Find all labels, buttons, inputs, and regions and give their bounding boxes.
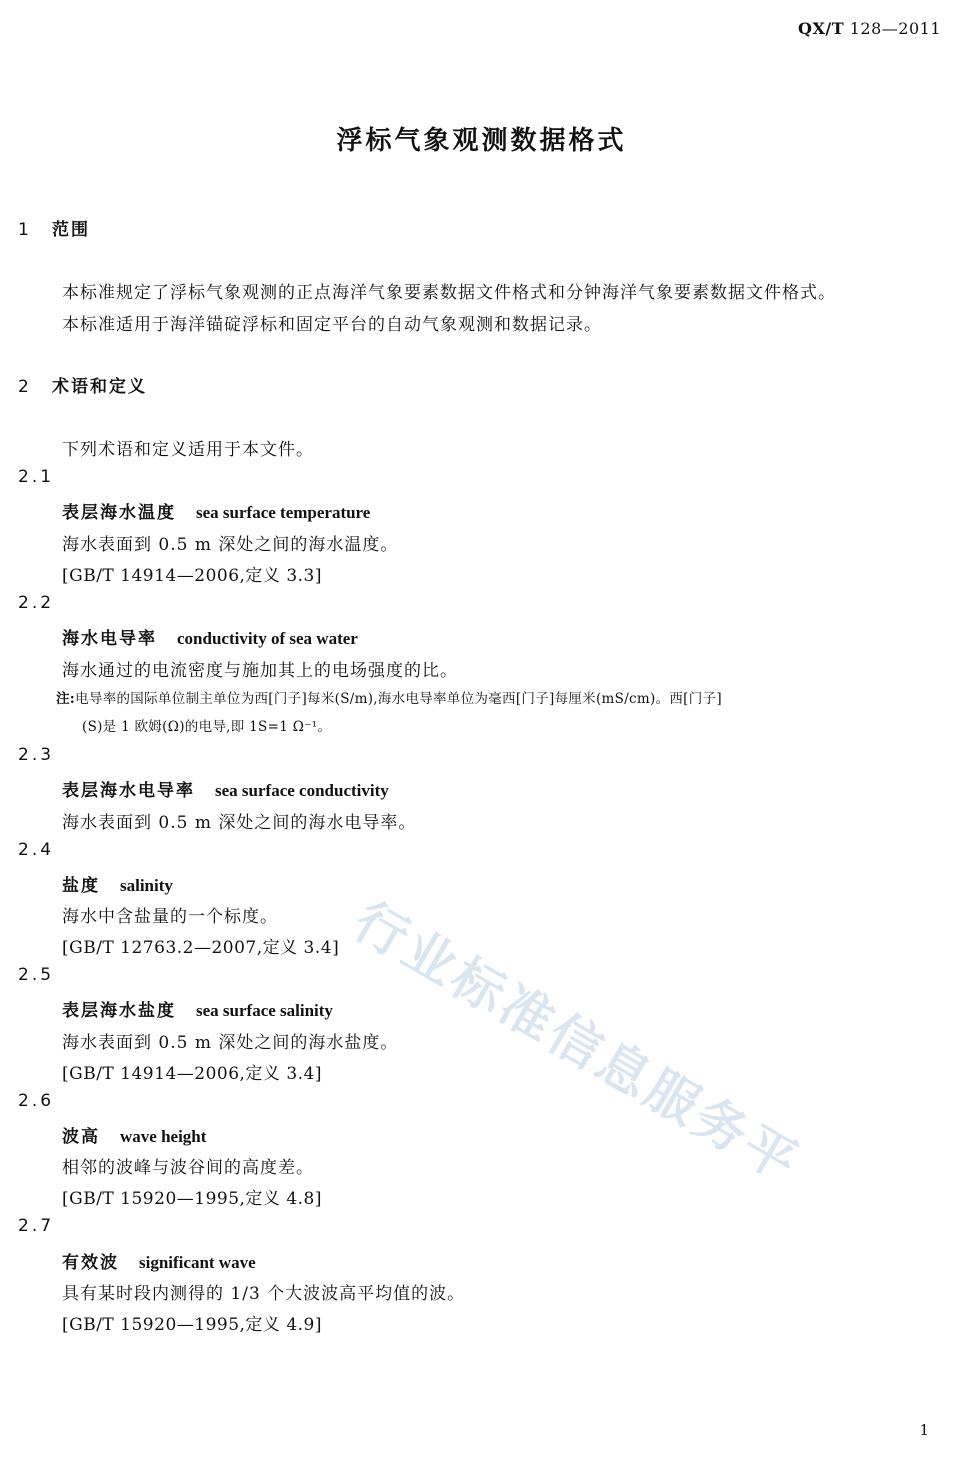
section-title: 范围 — [52, 220, 90, 240]
section-2-heading — [18, 372, 147, 397]
term-en: sea surface salinity — [196, 1001, 333, 1020]
term-number: 2.6 — [18, 1091, 55, 1111]
scope-paragraph-2: 本标准适用于海洋锚碇浮标和固定平台的自动气象观测和数据记录。 — [62, 315, 602, 335]
standard-number: 128—2011 — [849, 19, 941, 38]
term-definition: 海水表面到 0.5 m 深处之间的海水电导率。 — [62, 813, 417, 833]
term-zh: 海水电导率 — [62, 629, 157, 649]
term-zh: 表层海水盐度 — [62, 1001, 176, 1021]
term-zh: 盐度 — [62, 876, 100, 896]
document-code — [798, 19, 941, 38]
note-text: 电导率的国际单位制主单位为西[门子]每米(S/m),海水电导率单位为毫西[门子]每厘米(mS/cm)。西[门子] — [75, 691, 722, 707]
term-definition: 海水中含盐量的一个标度。 — [62, 907, 278, 927]
term-heading — [62, 996, 333, 1021]
page-number: 1 — [919, 1421, 929, 1439]
term-zh: 表层海水温度 — [62, 503, 176, 523]
term-heading — [62, 498, 370, 523]
term-number: 2.3 — [18, 745, 55, 765]
term-en: significant wave — [139, 1253, 256, 1272]
term-heading — [62, 871, 173, 896]
term-reference: [GB/T 14914—2006,定义 3.4] — [62, 1064, 322, 1084]
term-definition: 海水表面到 0.5 m 深处之间的海水温度。 — [62, 535, 399, 555]
term-zh: 有效波 — [62, 1253, 119, 1273]
section-title: 术语和定义 — [52, 377, 147, 397]
term-definition: 海水表面到 0.5 m 深处之间的海水盐度。 — [62, 1033, 399, 1053]
term-number: 2.4 — [18, 840, 55, 860]
note-label: 注: — [56, 691, 76, 707]
terms-intro: 下列术语和定义适用于本文件。 — [62, 440, 314, 460]
term-note — [56, 687, 722, 707]
term-number: 2.5 — [18, 965, 55, 985]
term-reference: [GB/T 15920—1995,定义 4.8] — [62, 1189, 322, 1209]
term-definition: 相邻的波峰与波谷间的高度差。 — [62, 1158, 314, 1178]
term-heading — [62, 624, 358, 649]
term-zh: 波高 — [62, 1127, 100, 1147]
term-en: sea surface temperature — [196, 503, 371, 522]
term-definition: 具有某时段内测得的 1/3 个大波波高平均值的波。 — [62, 1284, 466, 1304]
term-en: sea surface conductivity — [215, 781, 389, 800]
term-number: 2.2 — [18, 593, 55, 613]
term-en: salinity — [120, 876, 173, 895]
term-reference: [GB/T 15920—1995,定义 4.9] — [62, 1315, 322, 1335]
term-reference: [GB/T 12763.2—2007,定义 3.4] — [62, 938, 340, 958]
term-number: 2.1 — [18, 467, 55, 487]
term-heading — [62, 1248, 256, 1273]
term-en: conductivity of sea water — [177, 629, 358, 648]
section-number: 1 — [18, 220, 31, 240]
term-definition: 海水通过的电流密度与施加其上的电场强度的比。 — [62, 661, 458, 681]
section-1-heading — [18, 215, 90, 240]
term-zh: 表层海水电导率 — [62, 781, 195, 801]
watermark: 行业标准信息服务平 — [343, 891, 810, 1196]
term-heading — [62, 1122, 206, 1147]
standard-code: QX/T — [798, 19, 845, 38]
term-en: wave height — [120, 1127, 207, 1146]
term-number: 2.7 — [18, 1216, 55, 1236]
section-number: 2 — [18, 377, 31, 397]
term-reference: [GB/T 14914—2006,定义 3.3] — [62, 566, 322, 586]
term-heading — [62, 776, 389, 801]
scope-paragraph-1: 本标准规定了浮标气象观测的正点海洋气象要素数据文件格式和分钟海洋气象要素数据文件格式。 — [62, 283, 836, 303]
term-note-continued: (S)是 1 欧姆(Ω)的电导,即 1S=1 Ω⁻¹。 — [82, 719, 332, 735]
page-title: 浮标气象观测数据格式 — [336, 126, 627, 156]
